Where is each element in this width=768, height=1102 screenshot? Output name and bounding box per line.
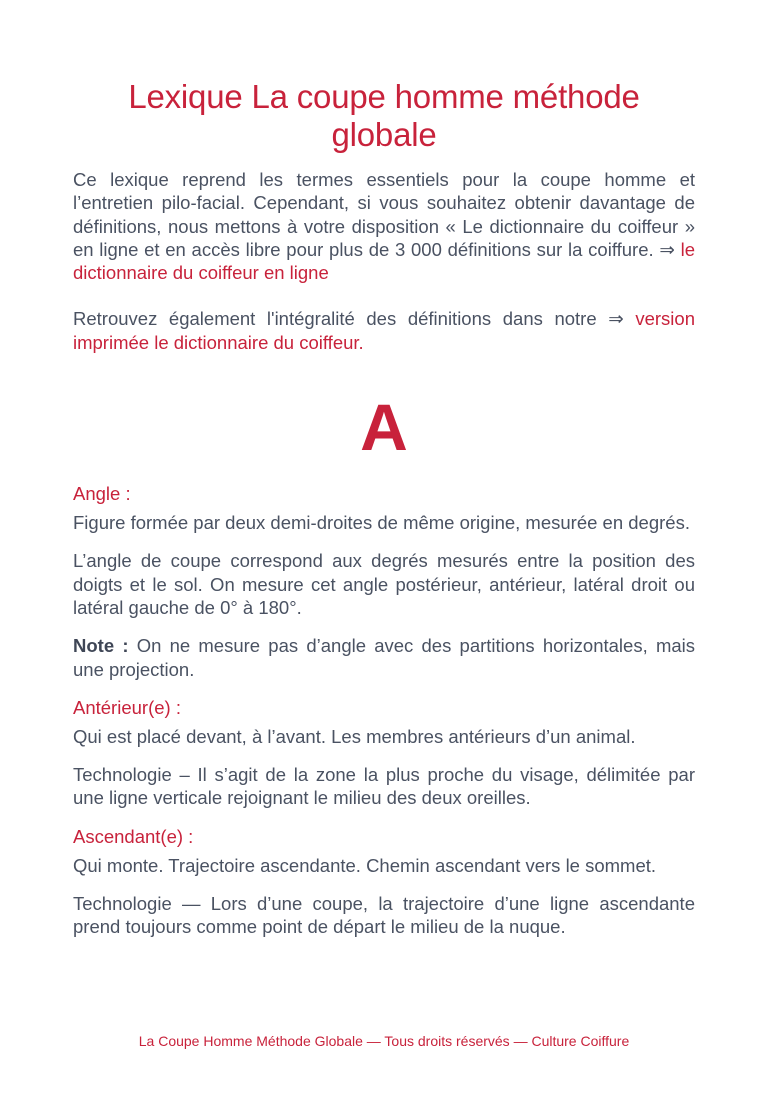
intro-paragraph: [73, 168, 695, 284]
term-note: [73, 634, 695, 681]
document-page: [0, 78, 768, 1102]
page-title: Lexique La coupe homme méthode globale: [128, 78, 640, 153]
term-heading: Angle :: [73, 483, 131, 505]
term-heading: Antérieur(e) :: [73, 696, 181, 718]
printed-dictionary-link[interactable]: version imprimée le dictionnaire du coiffeur: [73, 308, 695, 353]
term-paragraph: Technologie – Il s’agit de la zone la plus proche du visage, délimitée par une ligne verticale rejoignant le milieu des deux oreilles.: [73, 764, 695, 809]
online-dictionary-link[interactable]: le dictionnaire du coiffeur en ligne: [73, 238, 695, 284]
term-heading: Ascendant(e) :: [73, 825, 194, 847]
page-footer: La Coupe Homme Méthode Globale — Tous droits réservés — Culture Coiffure: [138, 1033, 630, 1049]
section-letter: A: [360, 390, 408, 465]
note-text: On ne mesure pas d’angle avec des partitions horizontales, mais une projection.: [73, 635, 695, 680]
note-label: Note :: [73, 635, 129, 657]
term-paragraph: L’angle de coupe correspond aux degrés mesurés entre la position des doigts et le sol. On mesure cet angle postérieur, antérieur, latéral droit ou latéral gauche de 0° à 180°.: [73, 550, 695, 618]
intro-paragraph-2: [73, 307, 695, 354]
term-paragraph: Technologie — Lors d’une coupe, la trajectoire d’une ligne ascendante prend toujours comme point de départ le milieu de la nuque.: [73, 893, 695, 938]
term-definition: Qui monte. Trajectoire ascendante. Chemin ascendant vers le sommet.: [73, 854, 657, 876]
intro2-suffix: .: [358, 331, 364, 353]
term-definition: Figure formée par deux demi-droites de même origine, mesurée en degrés.: [73, 512, 690, 534]
term-definition: Qui est placé devant, à l’avant. Les membres antérieurs d’un animal.: [73, 725, 636, 747]
intro-text: Ce lexique reprend les termes essentiels pour la coupe homme et l’entretien pilo-facial. Cependant, si vous souhaitez obtenir davantage de définitions, nous mettons à votre disposition « Le dictionnaire du coiffeur » en ligne et en accès libre pour plus de 3 000 définitions sur la coiffure. ⇒: [73, 169, 695, 260]
intro2-text: Retrouvez également l'intégralité des définitions dans notre ⇒: [73, 308, 636, 330]
